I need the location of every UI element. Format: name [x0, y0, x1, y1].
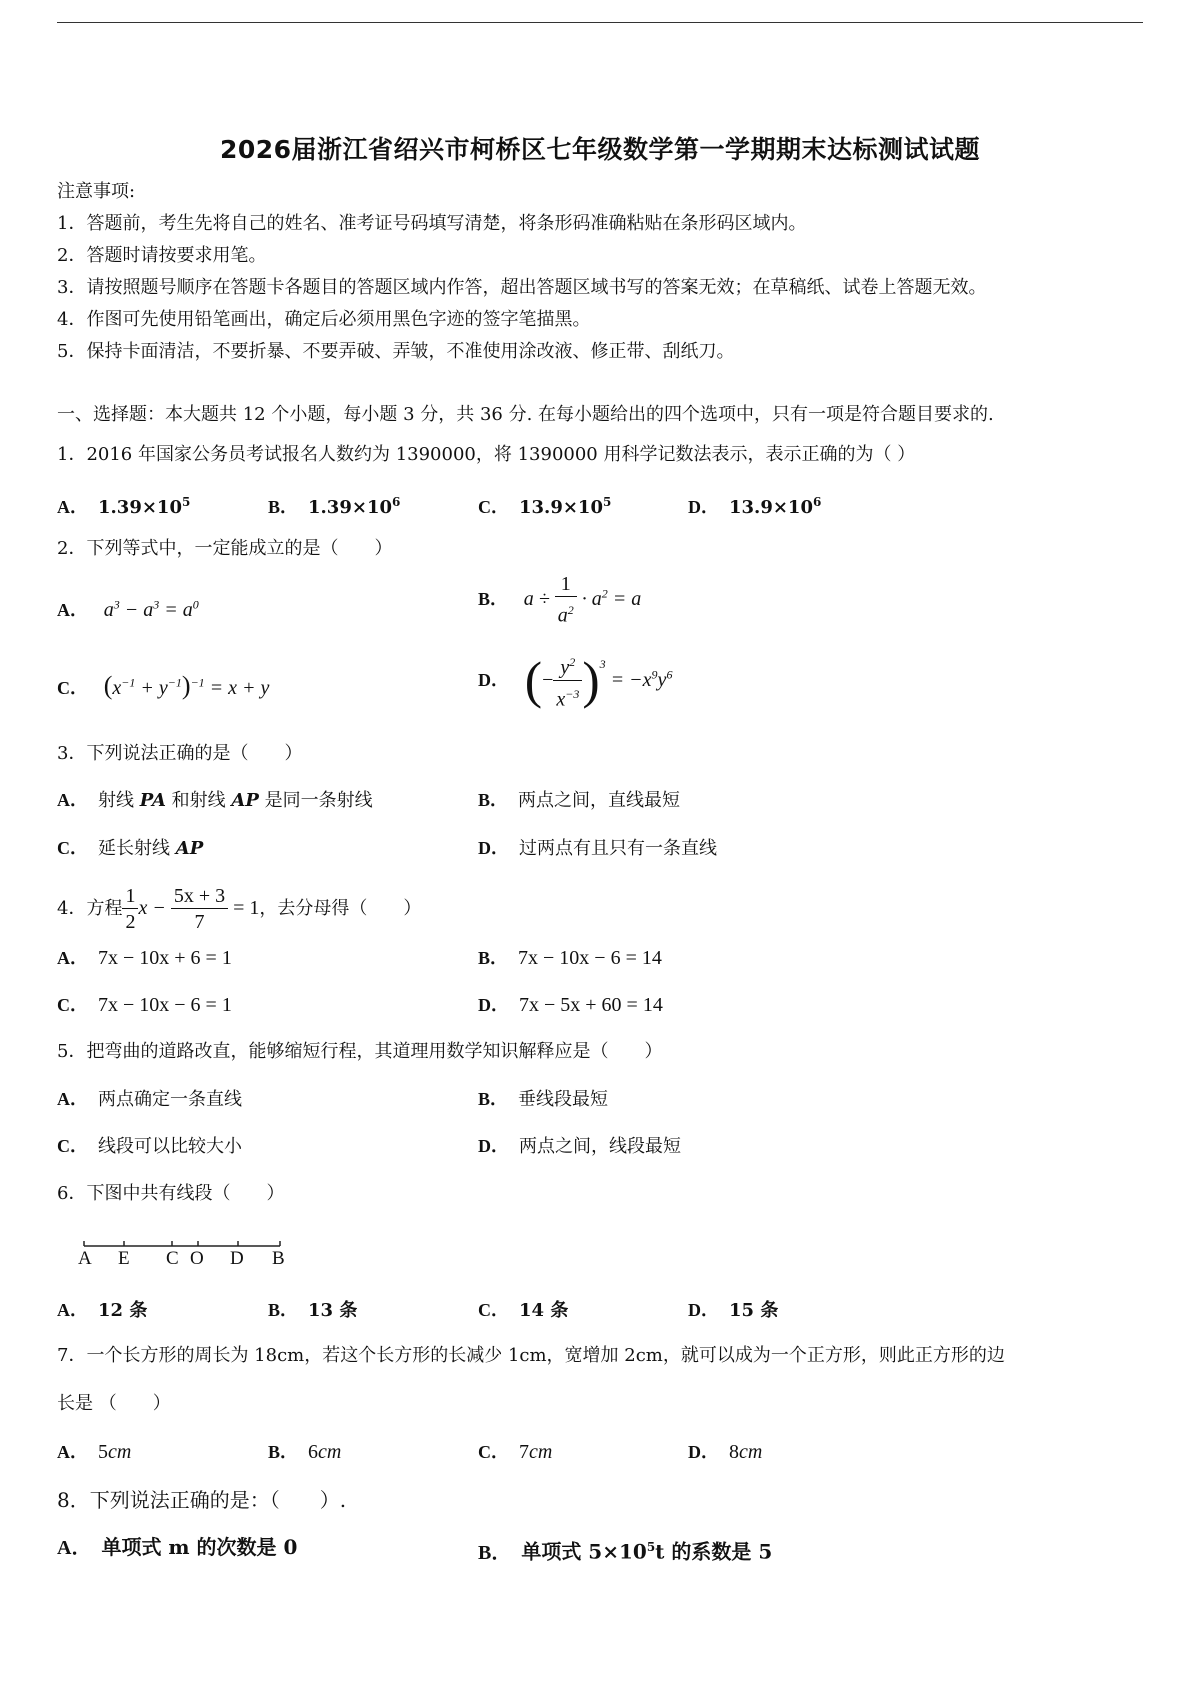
q5-option-d: D． 两点之间，线段最短: [478, 1136, 681, 1157]
q6-option-a: A． 12 条: [57, 1300, 148, 1321]
q2-option-b: B． a ÷ $\frac{1}{a^2}$ · $a^2 = a$: [478, 573, 642, 627]
point-label-o: O: [190, 1248, 204, 1269]
note-item-3: 3．请按照题号顺序在答题卡各题目的答题区域内作答，超出答题区域书写的答案无效；在草稿纸、试卷上答题无效。: [57, 277, 987, 298]
q5-option-b: B． 垂线段最短: [478, 1089, 609, 1110]
q4-option-a: A． 7x − 10x + 6 = 1: [57, 947, 232, 969]
q5-option-c: C． 线段可以比较大小: [57, 1136, 242, 1157]
notes-heading: 注意事项:: [57, 181, 136, 202]
point-label-b: B: [272, 1248, 285, 1269]
q7-option-b: B． 6cm: [268, 1441, 342, 1463]
section-1-heading: 一、选择题：本大题共 12 个小题，每小题 3 分，共 36 分. 在每小题给出的四个选项中，只有一项是符合题目要求的.: [57, 404, 994, 425]
q8-option-a: A． 单项式 m 的次数是 0: [57, 1535, 298, 1559]
page-title: 2026届浙江省绍兴市柯桥区七年级数学第一学期期末达标测试试题: [219, 135, 981, 164]
question-6-stem: 6．下图中共有线段（ ）: [57, 1183, 285, 1204]
q3-option-d: D． 过两点有且只有一条直线: [478, 838, 717, 859]
q3-option-c: C． 延长射线 AP: [57, 838, 204, 859]
q6-option-c: C． 14 条: [478, 1300, 569, 1321]
q4-equation: $\frac{1}{2}$ x − $\frac{5x + 3}{7}$ = 1: [122, 897, 259, 919]
q2-c-formula: $(x^{-1} + y^{-1})^{-1} = x + y$: [103, 670, 270, 700]
q3-option-b: B． 两点之间，直线最短: [478, 790, 681, 811]
question-4-stem: 4．方程 $\frac{1}{2}$ x − $\frac{5x + 3}{7}$ = 1，去分母得（ ）: [57, 884, 422, 933]
note-item-4: 4．作图可先使用铅笔画出，确定后必须用黑色字迹的签字笔描黑。: [57, 309, 591, 330]
q4-option-d: D． 7x − 5x + 60 = 14: [478, 994, 663, 1016]
point-label-e: E: [118, 1248, 130, 1269]
point-label-c: C: [166, 1248, 179, 1269]
line-segment-figure: [80, 1236, 290, 1252]
question-1-stem: 1．2016 年国家公务员考试报名人数约为 1390000，将 1390000 用科学记数法表示，表示正确的为（ ）: [57, 444, 916, 465]
q2-a-formula: $a^3 - a^3 = a^0$: [103, 597, 199, 621]
q6-option-d: D． 15 条: [688, 1300, 779, 1321]
q2-option-d: D． (− $\frac{y^2}{x^{-3}}$ )$^3 = -x^9y^6$: [478, 650, 672, 712]
q2-option-c: C． $(x^{-1} + y^{-1})^{-1} = x + y$: [57, 670, 270, 700]
q1-option-b: B． $1.39\times 10^6$: [268, 495, 401, 518]
q4-option-c: C． 7x − 10x − 6 = 1: [57, 994, 232, 1016]
point-label-d: D: [230, 1248, 244, 1269]
point-label-a: A: [78, 1248, 92, 1269]
note-item-5: 5．保持卡面清洁，不要折暴、不要弄破、弄皱，不准使用涂改液、修正带、刮纸刀。: [57, 341, 735, 362]
q5-option-a: A． 两点确定一条直线: [57, 1089, 242, 1110]
question-7-stem-line-1: 7．一个长方形的周长为 18cm，若这个长方形的长减少 1cm，宽增加 2cm，就可以成为一个正方形，则此正方形的边: [57, 1345, 1005, 1366]
q7-option-d: D． 8cm: [688, 1441, 763, 1463]
q2-option-a: A． $a^3 - a^3 = a^0$: [57, 597, 199, 621]
question-7-stem-line-2: 长是 （ ）: [57, 1393, 171, 1414]
top-rule: [57, 22, 1143, 23]
q2-b-formula: a ÷ $\frac{1}{a^2}$ · $a^2 = a$: [523, 573, 642, 627]
q2-d-formula: (− $\frac{y^2}{x^{-3}}$ )$^3 = -x^9y^6$: [525, 669, 673, 691]
q8-option-b: B． 单项式 $5\times 10^5t$ 的系数是 5: [478, 1539, 773, 1564]
q7-option-c: C． 7cm: [478, 1441, 553, 1463]
question-3-stem: 3．下列说法正确的是（ ）: [57, 743, 303, 764]
question-5-stem: 5．把弯曲的道路改直，能够缩短行程，其道理用数学知识解释应是（ ）: [57, 1041, 663, 1062]
q4-option-b: B． 7x − 10x − 6 = 14: [478, 947, 662, 969]
q7-option-a: A． 5cm: [57, 1441, 132, 1463]
q6-option-b: B． 13 条: [268, 1300, 358, 1321]
question-8-stem: 8．下列说法正确的是：（ ）.: [57, 1488, 347, 1512]
q1-option-d: D． $13.9\times 10^6$: [688, 495, 822, 518]
q1-option-c: C． $13.9\times 10^5$: [478, 495, 612, 518]
q3-option-a: A． 射线 PA 和射线 AP 是同一条射线: [57, 790, 373, 811]
note-item-1: 1．答题前，考生先将自己的姓名、准考证号码填写清楚，将条形码准确粘贴在条形码区域内。: [57, 213, 807, 234]
note-item-2: 2．答题时请按要求用笔。: [57, 245, 267, 266]
q1-option-a: A． $1.39\times 10^5$: [57, 495, 191, 518]
question-2-stem: 2．下列等式中，一定能成立的是（ ）: [57, 538, 393, 559]
